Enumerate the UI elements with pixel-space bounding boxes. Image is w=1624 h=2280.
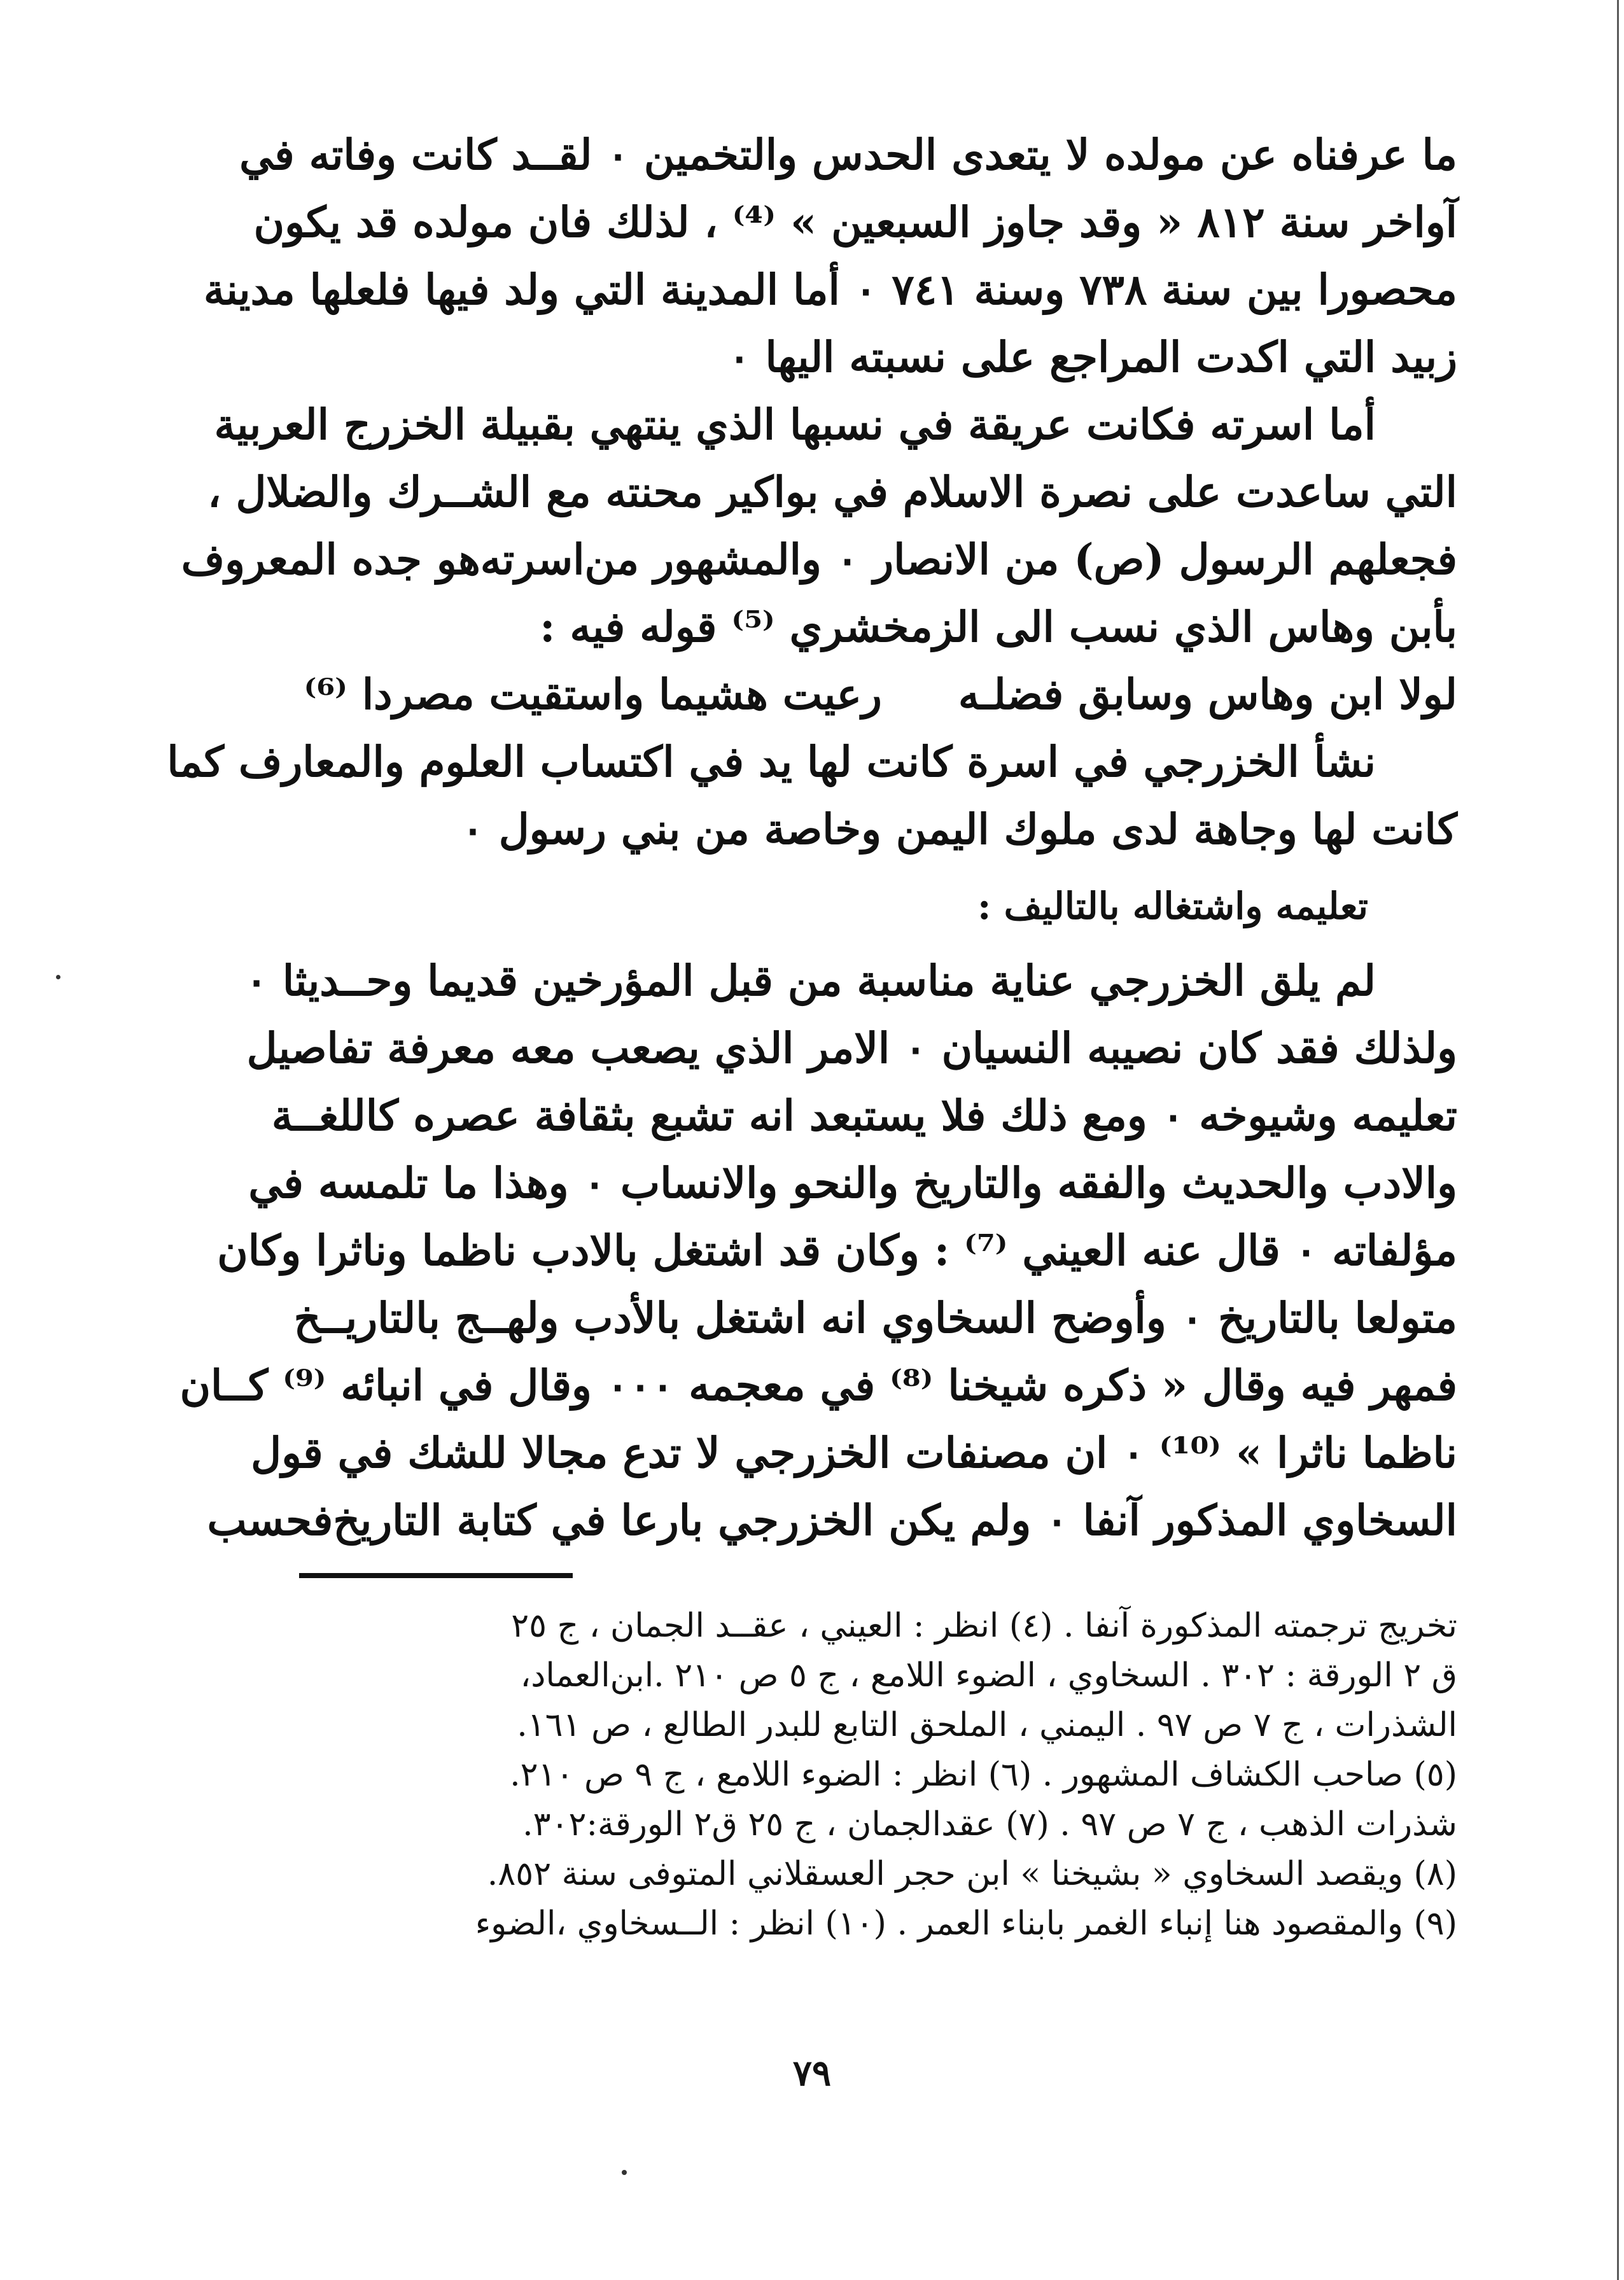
body-line: كانت لها وجاهة لدى ملوك اليمن وخاصة من بني رسول ٠ <box>461 804 1457 854</box>
footnote-line: الشذرات ، ج ٧ ص ٩٧ . اليمني ، الملحق التابع للبدر الطالع ، ص ١٦١. <box>517 1706 1457 1744</box>
poem-hemistich-2: رعيت هشيما واستقيت مصردا ⁽⁶⁾ <box>304 669 882 719</box>
paragraph-birth <box>204 121 1457 391</box>
footnote-separator <box>299 1573 573 1578</box>
page-number: ٧٩ <box>792 2052 832 2094</box>
body-line: التي ساعدت على نصرة الاسلام في بواكير محنته مع الشــرك والضلال ، <box>207 467 1457 517</box>
footnote-line: ق ٢ الورقة : ٣٠٢ . السخاوي ، الضوء اللامع ، ج ٥ ص ٢١٠ .ابن‌العماد، <box>520 1656 1457 1695</box>
page-edge <box>1617 0 1619 2280</box>
body-line: والادب والحديث والفقه والتاريخ والنحو والانساب ٠ وهذا ما تلمسه في <box>248 1158 1457 1208</box>
body-line: نشأ الخزرجي في اسرة كانت لها يد في اكتساب العلوم والمعارف كما <box>167 737 1376 787</box>
body-line: آواخر سنة ٨١٢ « وقد جاوز السبعين » ⁽⁴⁾ ، لذلك فان مولده قد يكون <box>253 197 1457 247</box>
body-line: محصورا بين سنة ٧٣٨ وسنة ٧٤١ ٠ أما المدينة التي ولد فيها فلعلها مدينة <box>204 265 1457 314</box>
paragraph-family <box>181 391 1457 661</box>
body-line: فجعلهم الرسول (ص) من الانصار ٠ والمشهور من‌اسرته‌هو جده المعروف <box>181 535 1457 584</box>
footnote-line: شذرات الذهب ، ج ٧ ص ٩٧ . (٧) عقدالجمان ، ج ٢٥ ق٢ الورقة:٣٠٢. <box>522 1805 1457 1843</box>
body-line: بأبن وهاس الذي نسب الى الزمخشري ⁽⁵⁾ قوله فيه : <box>540 602 1457 652</box>
footnote-line: (٨) ويقصد السخاوي « بشيخنا » ابن حجر العسقلاني المتوفى سنة ٨٥٢. <box>487 1855 1457 1893</box>
body-line: مؤلفاته ٠ قال عنه العيني ⁽⁷⁾ : وكان قد اشتغل بالادب ناظما وناثرا وكان <box>217 1226 1457 1275</box>
footnote-line: (٥) صاحب الكشاف المشهور . (٦) انظر : الضوء اللامع ، ج ٩ ص ٢١٠. <box>510 1756 1457 1794</box>
body-line: لم يلق الخزرجي عناية مناسبة من قبل المؤرخين قديما وحــديثا ٠ <box>245 956 1376 1005</box>
body-line: تعليمه وشيوخه ٠ ومع ذلك فلا يستبعد انه تشبع بثقافة عصره كاللغــة <box>271 1091 1457 1140</box>
poem-verse <box>299 661 1457 728</box>
paragraph-education <box>179 947 1457 1554</box>
body-line: ما عرفناه عن مولده لا يتعدى الحدس والتخمين ٠ لقــد كانت وفاته في <box>239 130 1457 179</box>
footnotes <box>299 1601 1457 1948</box>
body-line: أما اسرته فكانت عريقة في نسبها الذي ينتهي بقبيلة الخزرج العربية <box>214 400 1376 449</box>
section-heading: تعليمه واشتغاله بالتاليف : <box>977 885 1368 928</box>
body-line: متولعا بالتاريخ ٠ وأوضح السخاوي انه اشتغل بالأدب ولهــج بالتاريــخ <box>293 1293 1457 1343</box>
body-line: ولذلك فقد كان نصيبه النسيان ٠ الامر الذي يصعب معه معرفة تفاصيل <box>246 1023 1457 1073</box>
body-line: ناظما ناثرا » ⁽¹⁰⁾ ٠ ان مصنفات الخزرجي لا تدع مجالا للشك في قول <box>251 1428 1457 1478</box>
body-line: فمهر فيه وقال « ذكره شيخنا ⁽⁸⁾ في معجمه ٠٠٠ وقال في انبائه ⁽⁹⁾ كــان <box>179 1360 1457 1410</box>
body-line: زبيد التي اكدت المراجع على نسبته اليها ٠ <box>728 332 1457 382</box>
body-line: السخاوي المذكور آنفا ٠ ولم يكن الخزرجي بارعا في كتابة التاريخ‌فحسب <box>207 1495 1457 1545</box>
poem-hemistich-1: لولا ابن وهاس وسابق فضلـه <box>958 669 1457 719</box>
scan-speck <box>622 2170 627 2175</box>
page-content <box>167 121 1457 1948</box>
paragraph-upbringing <box>167 728 1457 863</box>
footnote-line: تخريج ترجمته المذكورة آنفا . (٤) انظر : العيني ، عقــد الجمان ، ج ٢٥ <box>511 1607 1457 1645</box>
scan-speck <box>56 975 60 979</box>
footnote-separator-wrap <box>299 1573 1457 1578</box>
footnote-line: (٩) والمقصود هنا إنباء الغمر بابناء العمر . (١٠) انظر : الــسخاوي ،الضوء <box>475 1905 1457 1943</box>
